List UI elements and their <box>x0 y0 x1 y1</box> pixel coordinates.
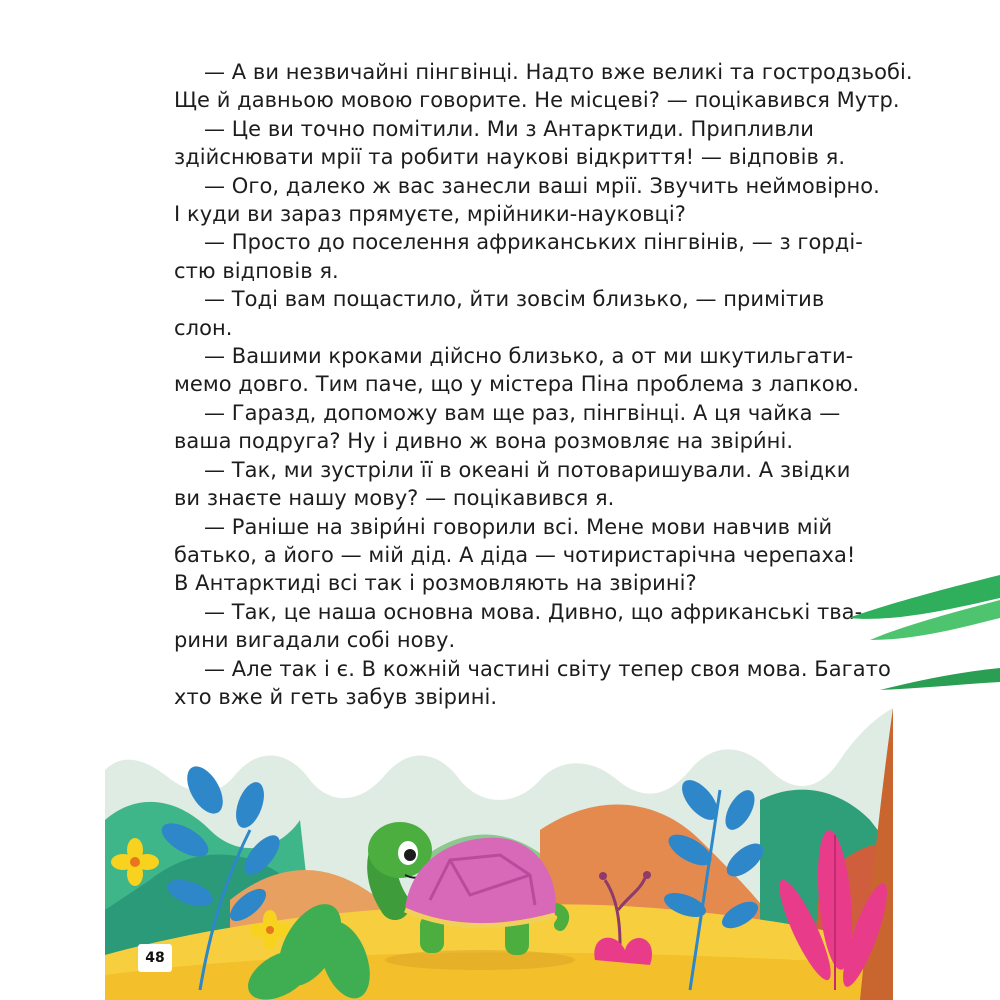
text-line: Ще й давньою мовою говорите. Не місцеві? — поцікавився Мутр. <box>174 88 900 113</box>
text-line: — Але так і є. В кожній частині світу тепер своя мова. Багато <box>204 656 891 681</box>
text-line: мемо довго. Тим паче, що у містера Піна проблема з лапкою. <box>174 372 860 397</box>
text-line: слон. <box>174 315 233 340</box>
text-line: І куди ви зараз прямуєте, мрійники-науковці? <box>174 202 686 227</box>
text-line: В Антарктиді всі так і розмовляють на звірині? <box>174 571 697 596</box>
text-line: ви знаєте нашу мову? — поцікавився я. <box>174 486 615 511</box>
text-line: — Тоді вам пощастило, йти зовсім близько, — примітив <box>204 287 825 312</box>
text-line: — Гаразд, допоможу вам ще раз, пінгвінці. А ця чайка — <box>204 400 841 425</box>
text-line: рини вигадали собі нову. <box>174 628 456 653</box>
text-line: — Ого, далеко ж вас занесли ваші мрії. Звучить неймовірно. <box>204 173 880 198</box>
text-line: — Раніше на звіри́ні говорили всі. Мене мови навчив мій <box>204 514 833 539</box>
text-line: ваша подруга? Ну і дивно ж вона розмовляє на звіри́ні. <box>174 429 794 454</box>
corner-leaf-icon <box>848 575 1000 690</box>
text-line: — А ви незвичайні пінгвінці. Надто вже великі та гостродзьобі. <box>204 60 913 84</box>
text-line: — Вашими кроками дійсно близько, а от ми шкутильгати- <box>204 344 854 369</box>
text-line: — Так, це наша основна мова. Дивно, що африканські тва- <box>204 599 863 624</box>
text-line: стю відповів я. <box>174 258 339 283</box>
text-line: хто вже й геть забув звірині. <box>174 684 498 709</box>
text-line: батько, а його — мій дід. А діда — чотиристарічна черепаха! <box>174 542 856 567</box>
text-line: здійснювати мрії та робити наукові відкриття! — відповів я. <box>174 145 846 170</box>
text-line: — Так, ми зустріли її в океані й потоваришували. А звідки <box>204 457 851 482</box>
page-number: 48 <box>138 944 172 972</box>
text-line: — Просто до поселення африканських пінгвінів, — з горді- <box>204 230 863 255</box>
text-line: — Це ви точно помітили. Ми з Антарктиди. Припливли <box>204 116 814 141</box>
